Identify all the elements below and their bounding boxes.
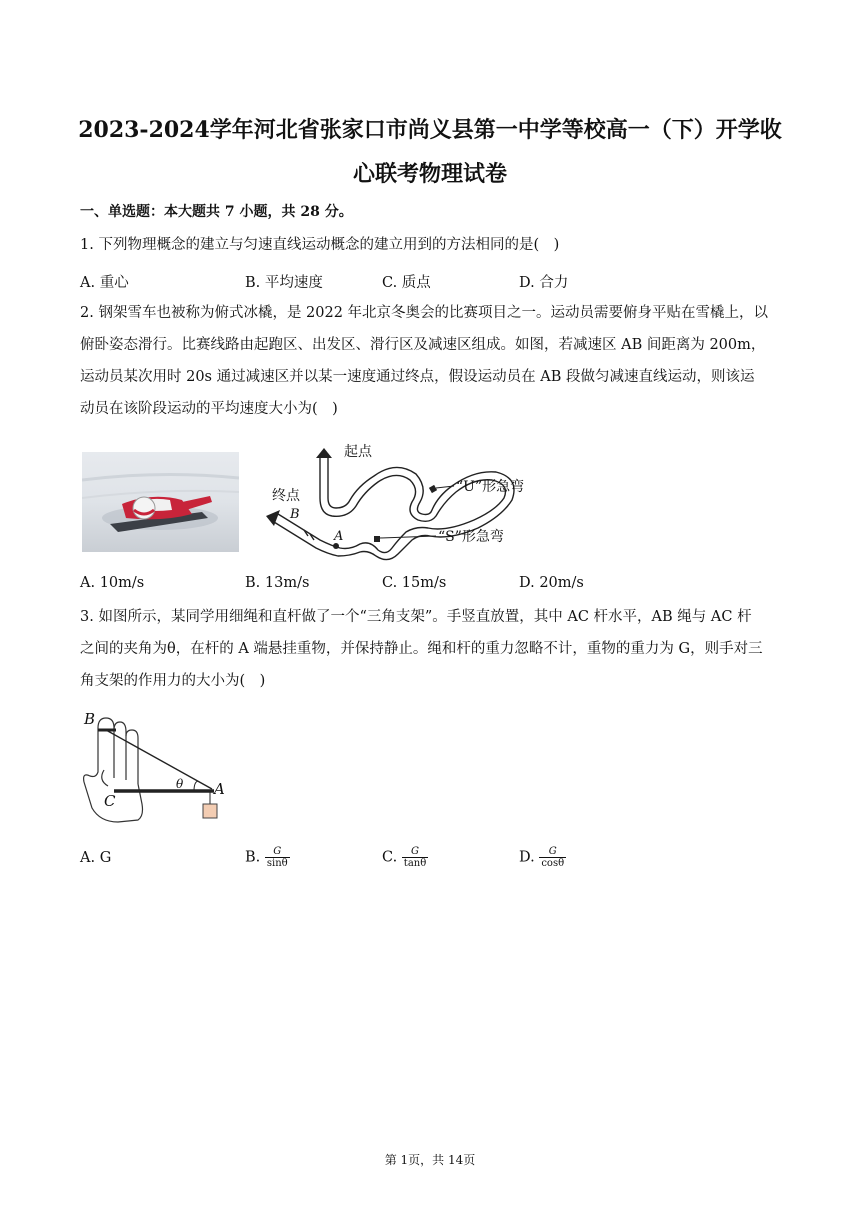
skeleton-athlete-photo [82, 452, 239, 552]
q3-option-c: C. $\frac{G}{\tan\theta}$ [382, 846, 427, 869]
q3-option-b: B. $\frac{G}{\sin\theta}$ [245, 846, 288, 869]
label-c: C [104, 792, 116, 810]
q3-option-d: D. $\frac{G}{\cos\theta}$ [519, 846, 565, 869]
question-3-line1: 3. 如图所示，某同学用细绳和直杆做了一个“三角支架”。手竖直放置，其中 AC 杆水平，AB 绳与 AC 杆 [80, 609, 752, 625]
q1-option-b: B. 平均速度 [245, 275, 323, 291]
question-2-line3: 运动员某次用时 20s 通过减速区并以某一速度通过终点，假设运动员在 AB 段做匀减速直线运动，则该运 [80, 369, 755, 385]
u-turn-label: “U”形急弯 [456, 479, 525, 495]
q3-option-a: A. G [80, 850, 112, 866]
question-2-line1: 2. 钢架雪车也被称为俯式冰橇，是 2022 年北京冬奥会的比赛项目之一。运动员需要俯身平贴在雪橇上，以 [80, 305, 769, 321]
page-footer: 第 1页，共 14页 [384, 1153, 476, 1167]
section-heading: 一、单选题：本大题共 7 小题，共 28 分。 [80, 204, 353, 220]
q1-option-d: D. 合力 [519, 275, 569, 291]
point-b-label: B [290, 507, 300, 522]
start-label: 起点 [344, 444, 372, 460]
question-2-line4: 动员在该阶段运动的平均速度大小为( ) [80, 401, 338, 417]
start-arrow-icon [316, 448, 332, 458]
q2-option-a: A. 10m/s [80, 575, 145, 591]
s-turn-label: “S”形急弯 [438, 529, 504, 545]
page-title-line1: 2023-2024学年河北省张家口市尚义县第一中学等校高一（下）开学收 [78, 117, 782, 143]
question-3-line3: 角支架的作用力的大小为( ) [80, 673, 266, 689]
label-theta: θ [176, 777, 184, 791]
question-2-line2: 俯卧姿态滑行。比赛线路由起跑区、出发区、滑行区及减速区组成。如图，若减速区 AB 间距离为 200m， [80, 337, 766, 353]
track-diagram [260, 436, 550, 566]
q2-option-d: D. 20m/s [519, 575, 584, 591]
question-1-text: 1. 下列物理概念的建立与匀速直线运动概念的建立用到的方法相同的是( ) [80, 237, 560, 253]
point-a-label: A [334, 529, 344, 544]
label-b: B [84, 710, 96, 728]
q2-option-c: C. 15m/s [382, 575, 447, 591]
end-label: 终点 [272, 488, 300, 504]
q1-option-c: C. 质点 [382, 275, 431, 291]
q1-option-a: A. 重心 [80, 275, 129, 291]
triangle-bracket-diagram [78, 708, 238, 828]
question-3-line2: 之间的夹角为θ，在杆的 A 端悬挂重物，并保持静止。绳和杆的重力忽略不计，重物的重力为 G，则手对三 [80, 641, 763, 657]
page-title-line2: 心联考物理试卷 [352, 161, 507, 187]
q2-option-b: B. 13m/s [245, 575, 310, 591]
label-a: A [214, 780, 225, 798]
